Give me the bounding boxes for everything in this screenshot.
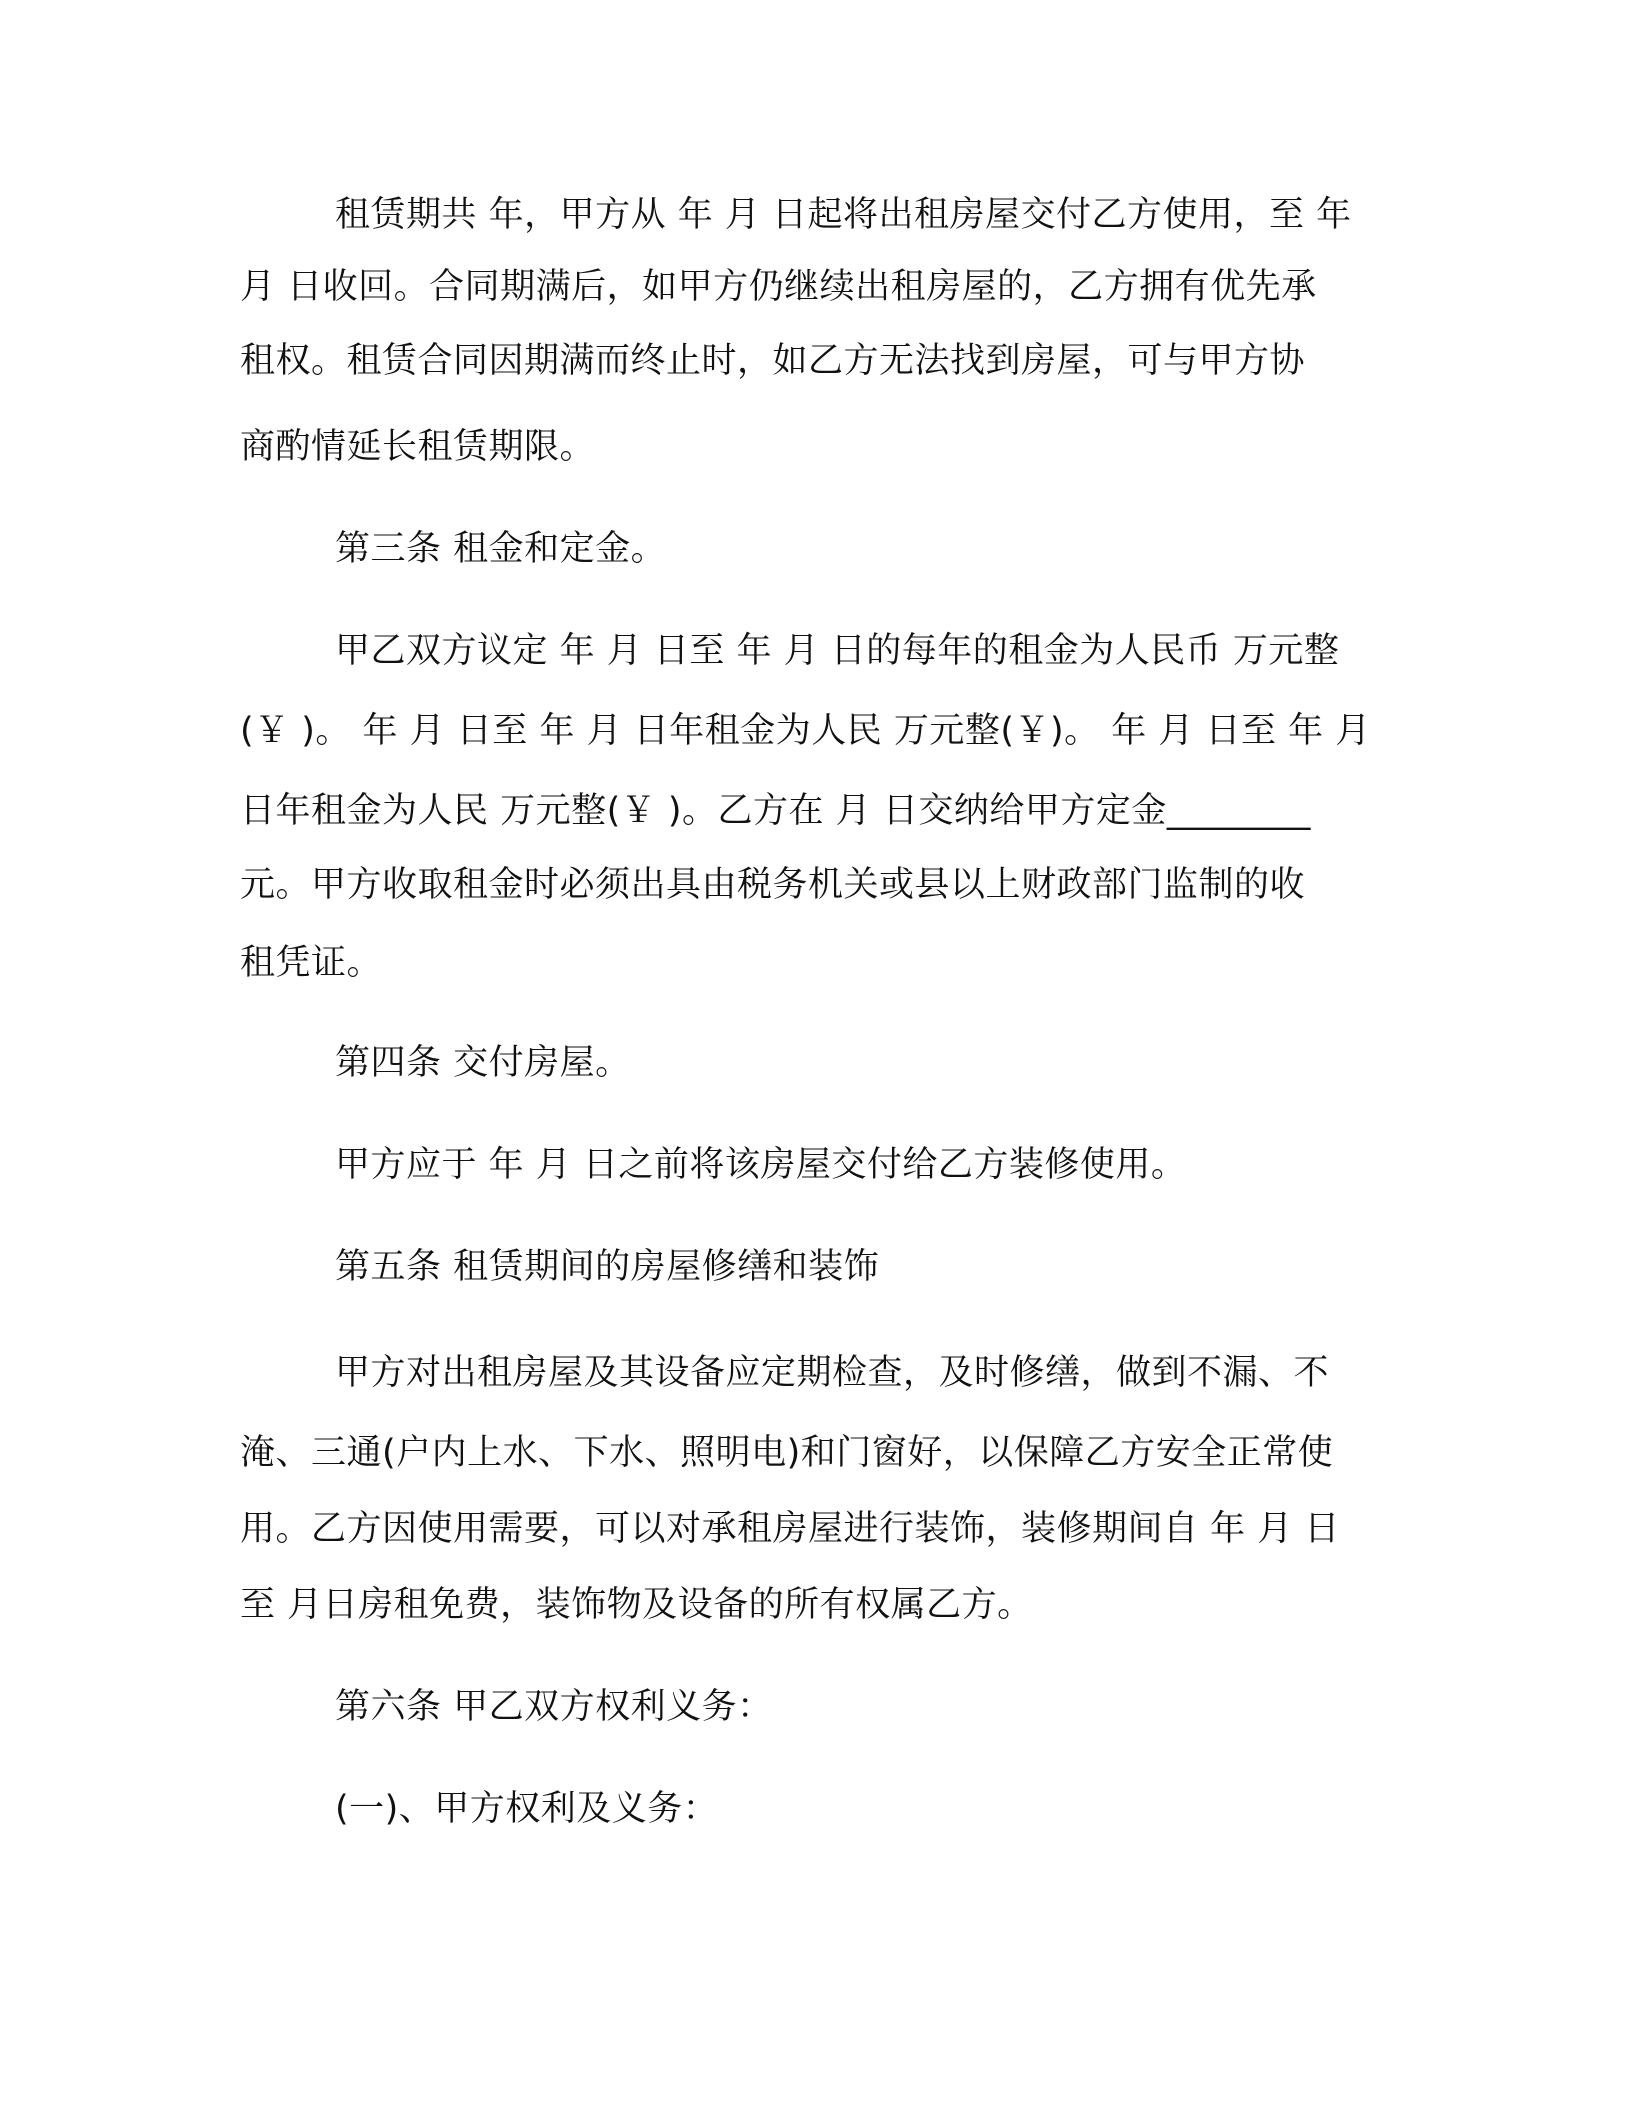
article3-heading: 第三条 租金和定金。 (335, 529, 667, 569)
term-line-4: 商酌情延长租赁期限。 (240, 427, 596, 467)
term-line-3: 租权。租赁合同因期满而终止时，如乙方无法找到房屋，可与甲方协 (240, 341, 1306, 381)
party-a-heading: (一)、甲方权利及义务： (335, 1789, 719, 1829)
term-line-1: 租赁期共 年，甲方从 年 月 日起将出租房屋交付乙方使用，至 年 (335, 195, 1352, 235)
term-line-2: 月 日收回。合同期满后，如甲方仍继续出租房屋的，乙方拥有优先承 (240, 267, 1317, 307)
rent-line-4: 元。甲方收取租金时必须出具由税务机关或县以上财政部门监制的收 (240, 865, 1306, 905)
delivery-line-1: 甲方应于 年 月 日之前将该房屋交付给乙方装修使用。 (335, 1145, 1187, 1185)
repair-line-3: 用。乙方因使用需要，可以对承租房屋进行装饰，装修期间自 年 月 日 (240, 1509, 1340, 1549)
repair-line-1: 甲方对出租房屋及其设备应定期检查，及时修缮，做到不漏、不 (335, 1353, 1330, 1393)
article6-heading: 第六条 甲乙双方权利义务： (335, 1687, 773, 1727)
article5-heading: 第五条 租赁期间的房屋修缮和装饰 (335, 1247, 880, 1287)
rent-line-1: 甲乙双方议定 年 月 日至 年 月 日的每年的租金为人民币 万元整 (335, 631, 1340, 671)
rent-line-3: 日年租金为人民 万元整(￥ )。乙方在 月 日交纳给甲方定金________ (240, 791, 1311, 831)
repair-line-4: 至 月日房租免费，装饰物及设备的所有权属乙方。 (240, 1585, 1033, 1625)
rent-line-2: (￥ )。 年 月 日至 年 月 日年租金为人民 万元整(￥)。 年 月 日至 年 月 (240, 711, 1371, 751)
rent-line-5: 租凭证。 (240, 943, 383, 983)
article4-heading: 第四条 交付房屋。 (335, 1043, 631, 1083)
repair-line-2: 淹、三通(户内上水、下水、照明电)和门窗好，以保障乙方安全正常使 (240, 1433, 1334, 1473)
